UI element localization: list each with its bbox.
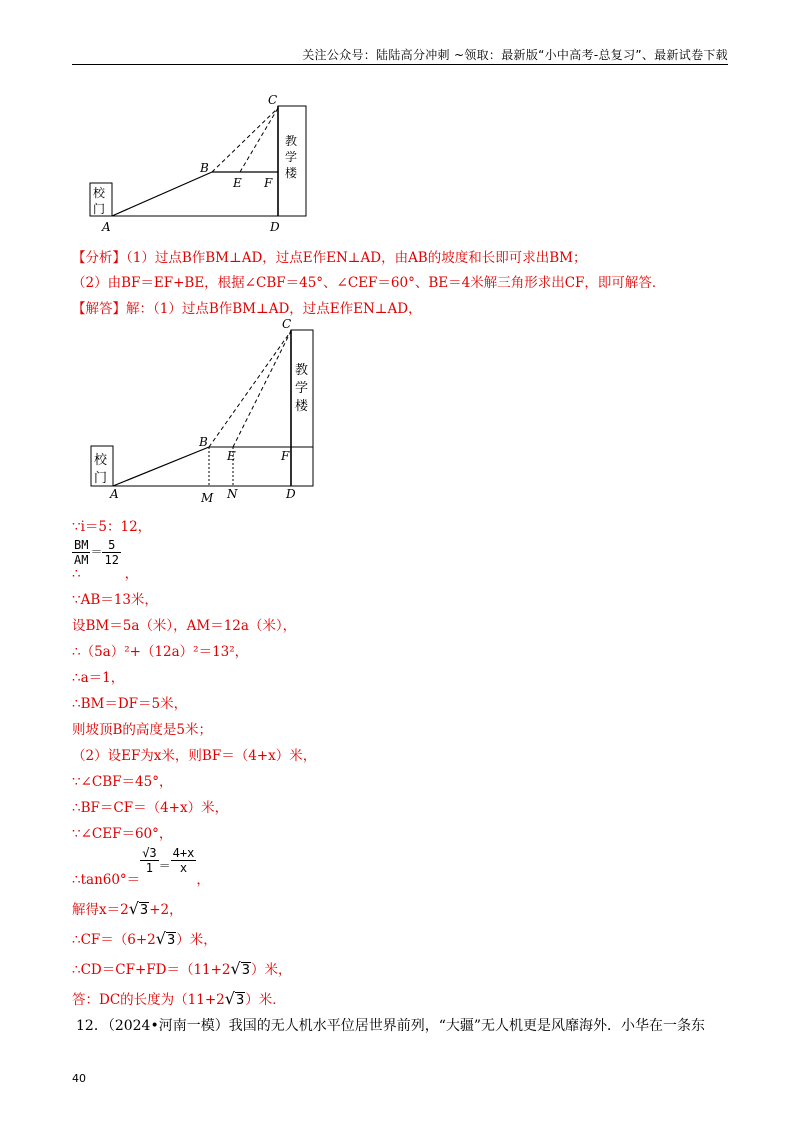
bld-label-2: 学	[295, 381, 309, 396]
page-header: 关注公众号：陆陆高分冲刺 ~领取：最新版“小中高考-总复习”、最新试卷下载	[302, 48, 728, 62]
slope-ab	[112, 172, 212, 216]
label-f: F	[264, 176, 273, 190]
step-14: 解得x＝2√3+2，	[72, 899, 183, 918]
gate-label-1: 校	[94, 453, 108, 468]
label-b: B	[200, 161, 209, 175]
step-6: ∴a＝1，	[72, 670, 125, 686]
figure-2	[85, 316, 325, 508]
label-d: D	[270, 220, 280, 234]
label-b: B	[199, 435, 208, 449]
label-f: F	[281, 449, 290, 463]
step-1: ∵i＝5：12，	[72, 519, 152, 535]
step-15: ∴CF＝（6+2√3）米，	[72, 929, 217, 948]
answer-intro: 【解答】解：（1）过点B作BM⊥AD，过点E作EN⊥AD，	[72, 301, 422, 317]
dash-ec	[233, 331, 291, 447]
step-12: ∵∠CEF＝60°，	[72, 826, 173, 842]
label-e: E	[227, 449, 236, 463]
fraction-bm-am: $\frac{BM}{AM}$ ＝ $\frac{5}{12}$	[74, 538, 119, 567]
label-c: C	[268, 93, 278, 107]
step-16: ∴CD＝CF+FD＝（11+2√3）米，	[72, 959, 292, 978]
step-7: ∴BM＝DF＝5米，	[72, 696, 188, 712]
label-a: A	[102, 220, 111, 234]
gate-label-2: 门	[94, 471, 108, 486]
label-m: M	[201, 491, 214, 505]
step-8: 则坡顶B的高度是5米；	[72, 722, 213, 738]
next-problem: 12．（2024•河南一模）我国的无人机水平位居世界前列，“大疆”无人机更是风靡海外．小华在一条东	[76, 1018, 706, 1034]
dash-bc	[209, 331, 291, 447]
label-a: A	[110, 487, 119, 501]
header-rule	[72, 64, 728, 65]
step-5: ∴（5a）²+（12a）²＝13²，	[72, 644, 249, 660]
gate-label-1: 校	[93, 186, 106, 200]
dash-ec	[240, 108, 278, 172]
figure-1	[80, 90, 320, 240]
bld-label-1: 教	[285, 134, 298, 148]
step-9: （2）设EF为x米，则BF＝（4+x）米，	[72, 748, 317, 764]
label-n: N	[227, 487, 238, 501]
analysis-line-1: 【分析】（1）过点B作BM⊥AD，过点E作EN⊥AD，由AB的坡度和长即可求出BM；	[72, 250, 587, 266]
dash-bc	[212, 108, 278, 172]
bld-label-3: 楼	[295, 399, 309, 414]
step-4: 设BM＝5a（米），AM＝12a（米），	[72, 618, 297, 634]
step-11: ∴BF＝CF＝（4+x）米，	[72, 800, 229, 816]
step-17: 答：DC的长度为（11+2√3）米．	[72, 989, 286, 1008]
slope-ab	[113, 447, 209, 486]
gate-label-2: 门	[93, 202, 106, 216]
bld-label-3: 楼	[285, 166, 298, 180]
page-number: 40	[72, 1072, 86, 1085]
label-e: E	[233, 176, 242, 190]
step-10: ∵∠CBF＝45°，	[72, 774, 173, 790]
step-13: ∴tan60°＝ $\frac{√3}{1}$ ＝ $\frac{4+x}{x}$ ，	[72, 846, 210, 888]
label-c: C	[282, 317, 292, 331]
step-3: ∵AB＝13米，	[72, 592, 158, 608]
bld-label-2: 学	[285, 150, 298, 164]
bld-label-1: 教	[295, 363, 309, 378]
label-d: D	[286, 487, 296, 501]
analysis-line-2: （2）由BF＝EF+BE，根据∠CBF＝45°、∠CEF＝60°、BE＝4米解三角形求出CF，即可解答．	[72, 275, 666, 291]
step-2: ∴ ，	[72, 566, 139, 582]
